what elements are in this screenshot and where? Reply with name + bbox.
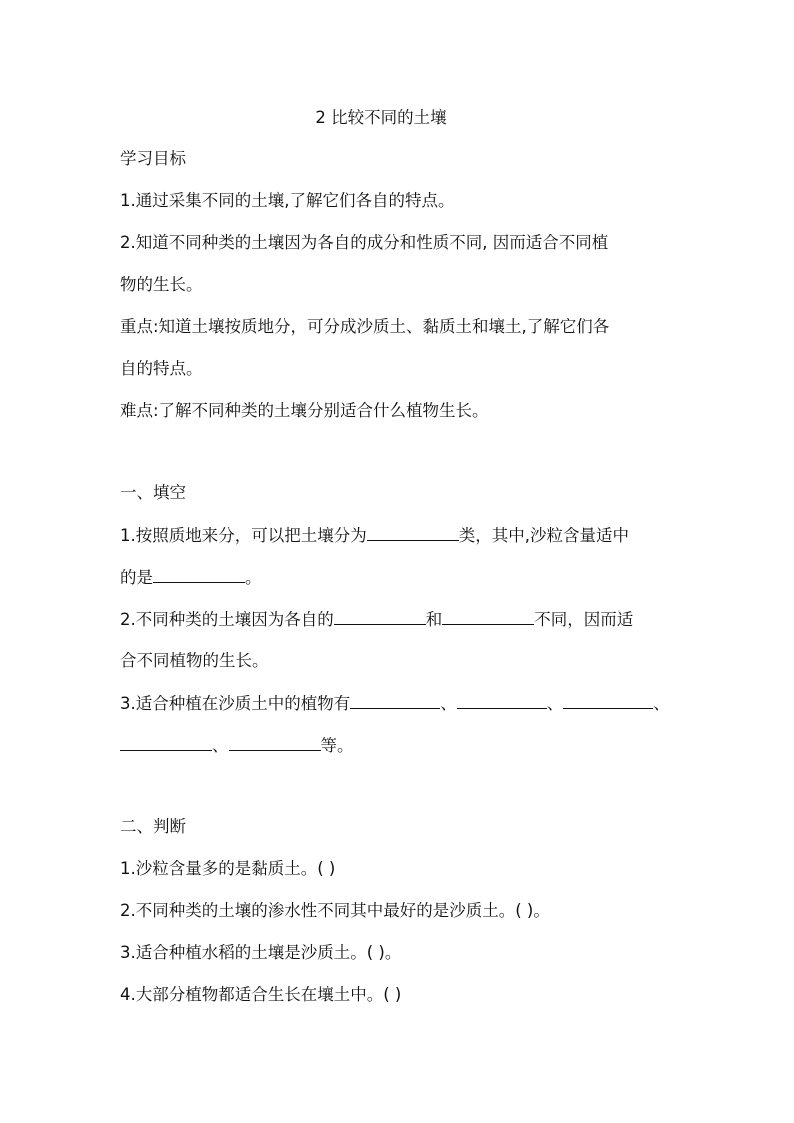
fill-q2-text-b: 和 — [425, 610, 443, 629]
answer-blank[interactable] — [153, 566, 245, 583]
objectives-heading: 学习目标 — [120, 149, 186, 168]
fill-q1-text-c: 的是 — [120, 568, 153, 587]
fill-q2-text-a: 2.不同种类的土壤因为各自的 — [120, 610, 334, 629]
objective-item-2-line-2: 物的生长。 — [120, 275, 203, 294]
objective-item-2-line-1: 2.知道不同种类的土壤因为各自的成分和性质不同, 因而适合不同植 — [120, 233, 609, 252]
fill-q1-text-d: 。 — [245, 568, 262, 587]
fill-section-heading: 一、填空 — [120, 483, 186, 502]
fill-q1-text-b: 类，其中,沙粒含量适中 — [458, 526, 629, 545]
fill-question-2-line-1 — [120, 608, 633, 631]
judge-question-3: 3.适合种植水稻的土壤是沙质土。( )。 — [120, 943, 402, 962]
fill-q3-text-a: 3.适合种植在沙质土中的植物有 — [120, 694, 351, 713]
answer-blank[interactable] — [457, 692, 547, 709]
judge-question-1: 1.沙粒含量多的是黏质土。( ) — [120, 859, 336, 878]
fill-question-1-line-2 — [120, 566, 262, 589]
separator: 、 — [653, 694, 670, 713]
difficulty-point: 难点:了解不同种类的土壤分别适合什么植物生长。 — [120, 401, 489, 420]
fill-q1-text-a: 1.按照质地来分，可以把土壤分为 — [120, 526, 367, 545]
answer-blank[interactable] — [350, 692, 440, 709]
separator: 、 — [440, 694, 457, 713]
judge-section-heading: 二、判断 — [120, 817, 186, 836]
judge-question-2: 2.不同种类的土壤的渗水性不同其中最好的是沙质土。( )。 — [120, 901, 550, 920]
separator: 、 — [546, 694, 564, 713]
answer-blank[interactable] — [563, 692, 653, 709]
fill-question-1-line-1 — [120, 524, 629, 547]
answer-blank[interactable] — [442, 608, 534, 625]
judge-question-4: 4.大部分植物都适合生长在壤土中。( ) — [120, 985, 402, 1004]
key-point-line-1: 重点:知道土壤按质地分，可分成沙质土、黏质土和壤土,了解它们各 — [120, 317, 610, 336]
answer-blank[interactable] — [120, 734, 212, 751]
fill-question-3-line-1 — [120, 692, 670, 715]
fill-question-3-line-2 — [120, 734, 354, 757]
key-point-line-2: 自的特点。 — [120, 359, 203, 378]
separator: 、 — [212, 736, 229, 755]
answer-blank[interactable] — [229, 734, 321, 751]
fill-q3-text-end: 等。 — [320, 736, 354, 755]
objective-item-1: 1.通过采集不同的土壤,了解它们各自的特点。 — [120, 191, 455, 210]
answer-blank[interactable] — [334, 608, 426, 625]
answer-blank[interactable] — [367, 524, 459, 541]
fill-question-2-line-2: 合不同植物的生长。 — [120, 651, 269, 670]
page-title: 2 比较不同的土壤 — [315, 108, 447, 127]
fill-q2-text-c: 不同，因而适 — [534, 610, 634, 629]
